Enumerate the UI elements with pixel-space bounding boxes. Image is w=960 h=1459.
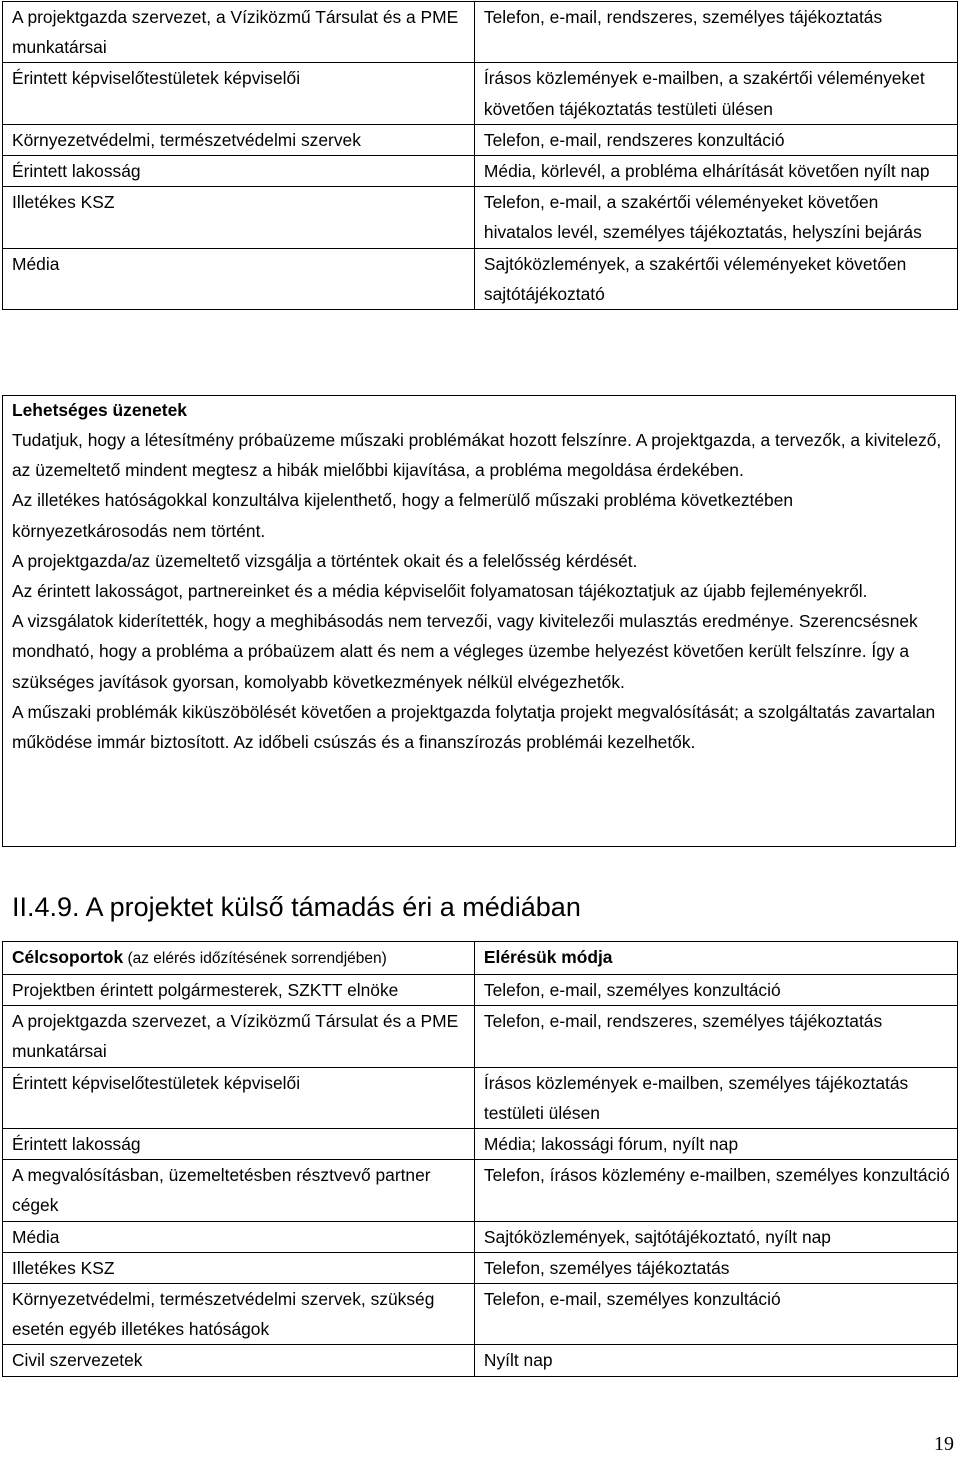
target-group-cell: Környezetvédelmi, természetvédelmi szervek xyxy=(3,124,475,155)
message-paragraph: Tudatjuk, hogy a létesítmény próbaüzeme műszaki problémákat hozott felszínre. A projektgazda, a tervezők, a kivitelező, az üzemeltető mindent megtesz a hibák mielőbbi kijavítása, a probléma megoldása érdekében. xyxy=(12,430,942,481)
target-group-cell: Érintett lakosság xyxy=(3,1129,475,1160)
contact-method-cell: Média, körlevél, a probléma elhárítását követően nyílt nap xyxy=(474,156,957,187)
message-paragraph: Az érintett lakosságot, partnereinket és a média képviselőit folyamatosan tájékoztatjuk az újabb fejleményekről. xyxy=(12,581,868,602)
contact-method-cell: Telefon, személyes tájékoztatás xyxy=(474,1252,957,1283)
table-row xyxy=(3,975,958,1006)
contact-method-cell: Média; lakossági fórum, nyílt nap xyxy=(474,1129,957,1160)
section-heading: II.4.9. A projektet külső támadás éri a médiában xyxy=(12,892,581,922)
target-group-cell: Illetékes KSZ xyxy=(3,1252,475,1283)
target-group-cell: Környezetvédelmi, természetvédelmi szervek, szükség esetén egyéb illetékes hatóságok xyxy=(3,1284,475,1345)
target-groups-table-top xyxy=(2,1,958,310)
contact-method-cell: Telefon, e-mail, a szakértői véleményeket követően hivatalos levél, személyes tájékoztatás, helyszíni bejárás xyxy=(474,187,957,248)
target-group-cell: Érintett lakosság xyxy=(3,156,475,187)
target-group-cell: Projektben érintett polgármesterek, SZKTT elnöke xyxy=(3,975,475,1006)
table-row xyxy=(3,156,958,187)
contact-method-cell: Telefon, e-mail, rendszeres, személyes tájékoztatás xyxy=(474,2,957,63)
target-group-cell: A projektgazda szervezet, a Víziközmű Társulat és a PME munkatársai xyxy=(3,1006,475,1067)
contact-method-cell: Sajtóközlemények, a szakértői véleményeket követően sajtótájékoztató xyxy=(474,248,957,309)
message-paragraph: A projektgazda/az üzemeltető vizsgálja a történtek okait és a felelősség kérdését. xyxy=(12,550,638,571)
contact-method-cell: Sajtóközlemények, sajtótájékoztató, nyílt nap xyxy=(474,1221,957,1252)
table-row xyxy=(3,187,958,248)
table-row xyxy=(3,124,958,155)
target-group-cell: Érintett képviselőtestületek képviselői xyxy=(3,1067,475,1128)
possible-messages-title: Lehetséges üzenetek xyxy=(12,400,187,420)
table-row xyxy=(3,1252,958,1283)
table-row xyxy=(3,1129,958,1160)
header-target-groups-note: (az elérés időzítésének sorrendjében) xyxy=(123,950,387,967)
header-target-groups xyxy=(3,942,475,975)
table-row xyxy=(3,1345,958,1376)
contact-method-cell: Telefon, e-mail, személyes konzultáció xyxy=(474,1284,957,1345)
target-group-cell: Civil szervezetek xyxy=(3,1345,475,1376)
target-group-cell: A projektgazda szervezet, a Víziközmű Társulat és a PME munkatársai xyxy=(3,2,475,63)
table-row xyxy=(3,63,958,124)
contact-method-cell: Írásos közlemények e-mailben, a szakértői véleményeket követően tájékoztatás testületi ülésen xyxy=(474,63,957,124)
message-paragraph: A műszaki problémák kiküszöbölését követően a projektgazda folytatja projekt megvalósítását; a szolgáltatás zavartalan működése immár biztosított. Az időbeli csúszás és a finanszírozás problémái kezelhetők. xyxy=(12,701,936,753)
table-header-row xyxy=(3,942,958,975)
target-group-cell: Illetékes KSZ xyxy=(3,187,475,248)
contact-method-cell: Nyílt nap xyxy=(474,1345,957,1376)
contact-method-cell: Írásos közlemények e-mailben, személyes tájékoztatás testületi ülésen xyxy=(474,1067,957,1128)
table-row xyxy=(3,1006,958,1067)
contact-method-cell: Telefon, e-mail, rendszeres konzultáció xyxy=(474,124,957,155)
message-paragraph: A vizsgálatok kiderítették, hogy a meghibásodás nem tervezői, vagy kivitelezői mulasztás eredménye. Szerencsésnek mondható, hogy a probléma a próbaüzem alatt és nem a végleges üzembe helyezést követően került felszínre. Így a szükséges javítások gyorsan, komolyabb következmények nélkül elvégezhetők. xyxy=(12,611,918,692)
contact-method-cell: Telefon, e-mail, rendszeres, személyes tájékoztatás xyxy=(474,1006,957,1067)
table-row xyxy=(3,1160,958,1221)
table-row xyxy=(3,1067,958,1128)
header-contact-method: Elérésük módja xyxy=(474,942,957,975)
target-group-cell: Média xyxy=(3,1221,475,1252)
target-group-cell: Média xyxy=(3,248,475,309)
table-row xyxy=(3,2,958,63)
page-number: 19 xyxy=(934,1433,954,1455)
table-row xyxy=(3,1284,958,1345)
contact-method-cell: Telefon, e-mail, személyes konzultáció xyxy=(474,975,957,1006)
target-groups-table-bottom xyxy=(2,941,958,1377)
contact-method-cell: Telefon, írásos közlemény e-mailben, személyes konzultáció xyxy=(474,1160,957,1221)
possible-messages-box xyxy=(2,395,956,847)
target-group-cell: Érintett képviselőtestületek képviselői xyxy=(3,63,475,124)
message-paragraph: Az illetékes hatóságokkal konzultálva kijelenthető, hogy a felmerülő műszaki probléma következtében környezetkárosodás nem történt. xyxy=(12,490,794,541)
table-row xyxy=(3,1221,958,1252)
header-target-groups-label: Célcsoportok xyxy=(12,947,124,967)
table-row xyxy=(3,248,958,309)
target-group-cell: A megvalósításban, üzemeltetésben résztvevő partner cégek xyxy=(3,1160,475,1221)
